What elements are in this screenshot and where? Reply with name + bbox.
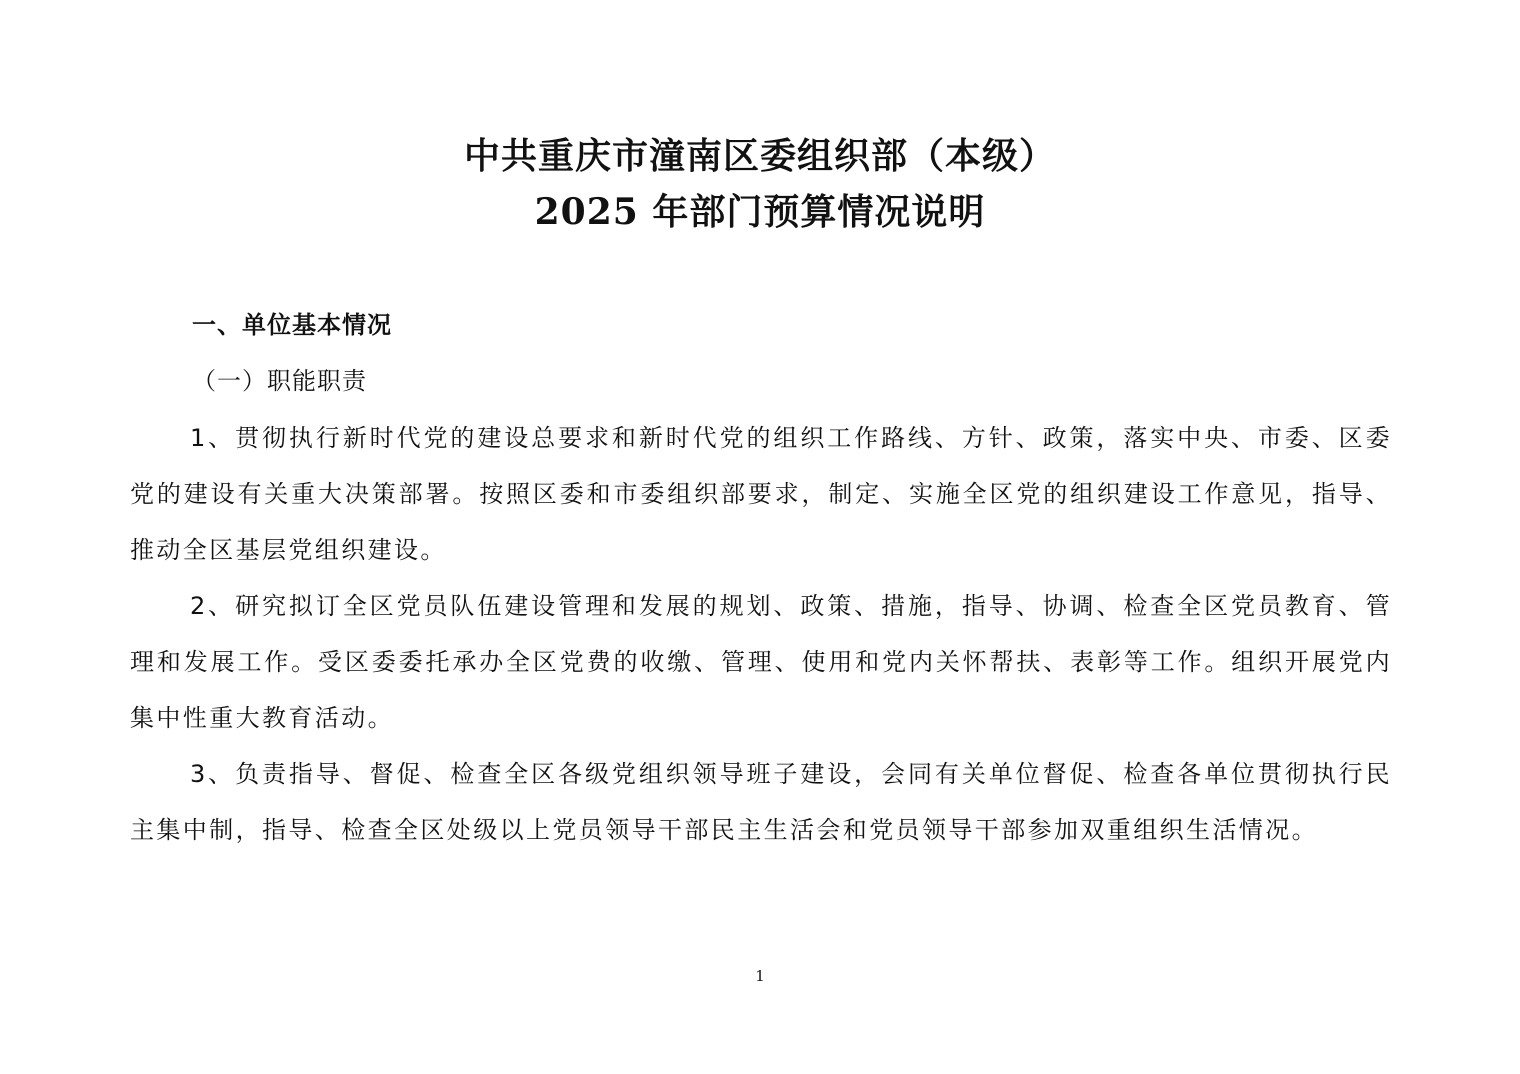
paragraph-duty-3: 3、负责指导、督促、检查全区各级党组织领导班子建设，会同有关单位督促、检查各单位贯彻执行民主集中制，指导、检查全区处级以上党员领导干部民主生活会和党员领导干部参加双重组织生活情况。 — [130, 760, 1392, 844]
paragraph-duty-1: 1、贯彻执行新时代党的建设总要求和新时代党的组织工作路线、方针、政策，落实中央、市委、区委党的建设有关重大决策部署。按照区委和市委组织部要求，制定、实施全区党的组织建设工作意见，指导、推动全区基层党组织建设。 — [130, 424, 1392, 564]
subsection-heading: （一）职能职责 — [192, 367, 367, 395]
paragraph-duty-2: 2、研究拟订全区党员队伍建设管理和发展的规划、政策、措施，指导、协调、检查全区党员教育、管理和发展工作。受区委委托承办全区党费的收缴、管理、使用和党内关怀帮扶、表彰等工作。组织开展党内集中性重大教育活动。 — [130, 592, 1392, 732]
page-number: 1 — [755, 967, 765, 985]
document-title-line-2: 2025 年部门预算情况说明 — [534, 191, 986, 233]
document-title-line-1: 中共重庆市潼南区委组织部（本级） — [463, 135, 1056, 177]
section-heading: 一、单位基本情况 — [192, 311, 392, 339]
